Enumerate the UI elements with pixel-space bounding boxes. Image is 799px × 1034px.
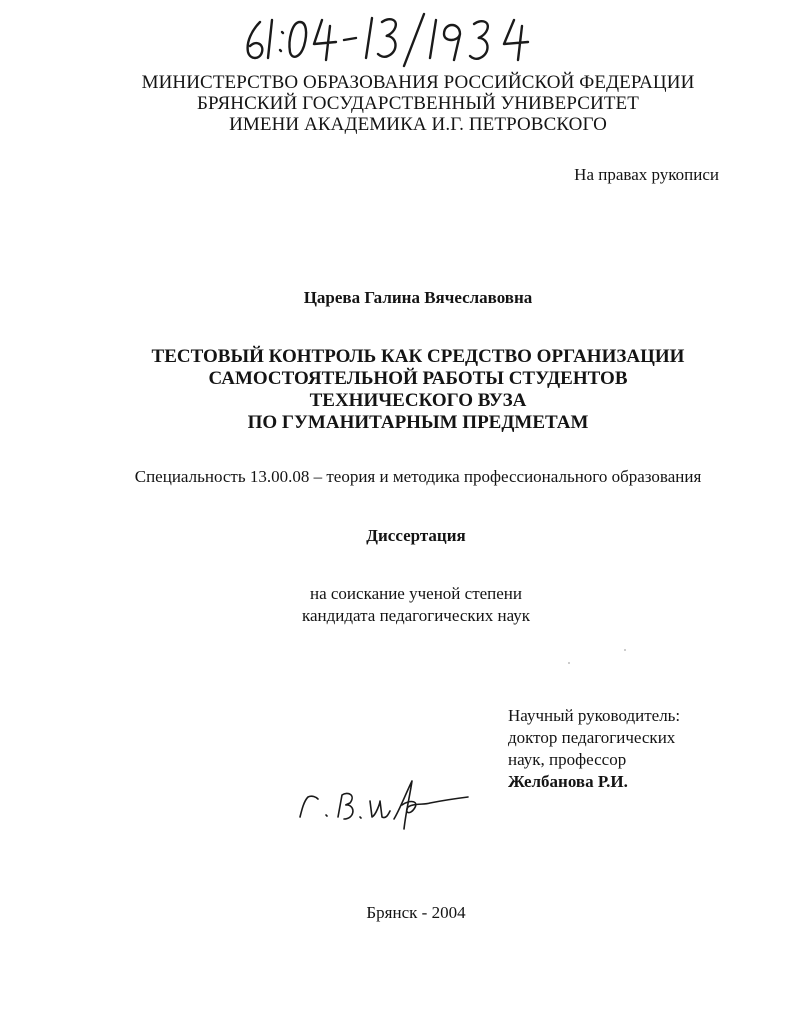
title-line: ТЕСТОВЫЙ КОНТРОЛЬ КАК СРЕДСТВО ОРГАНИЗАЦИИ bbox=[151, 346, 685, 367]
dissertation-title bbox=[0, 346, 799, 434]
handwritten-archive-number bbox=[238, 8, 538, 68]
scan-speck bbox=[568, 662, 570, 664]
specialty-line: Специальность 13.00.08 – теория и методика профессионального образования bbox=[134, 467, 702, 486]
title-line: ПО ГУМАНИТАРНЫМ ПРЕДМЕТАМ bbox=[247, 412, 589, 433]
supervisor-block bbox=[508, 705, 680, 793]
supervisor-name: Желбанова Р.И. bbox=[508, 772, 628, 791]
institution-line-university: БРЯНСКИЙ ГОСУДАРСТВЕННЫЙ УНИВЕРСИТЕТ bbox=[197, 93, 639, 114]
city-year: Брянск - 2004 bbox=[366, 903, 466, 922]
author-signature bbox=[290, 775, 480, 835]
institution-line-ministry: МИНИСТЕРСТВО ОБРАЗОВАНИЯ РОССИЙСКОЙ ФЕДЕРАЦИИ bbox=[141, 72, 695, 93]
institution-header bbox=[0, 72, 799, 135]
manuscript-note: На правах рукописи bbox=[574, 165, 719, 184]
title-line: ТЕХНИЧЕСКОГО ВУЗА bbox=[309, 390, 527, 411]
title-line: САМОСТОЯТЕЛЬНОЙ РАБОТЫ СТУДЕНТОВ bbox=[208, 368, 628, 389]
degree-block bbox=[0, 583, 799, 627]
supervisor-title: доктор педагогических bbox=[508, 728, 676, 747]
work-type: Диссертация bbox=[366, 526, 466, 545]
supervisor-role: Научный руководитель: bbox=[508, 706, 681, 725]
supervisor-title: наук, профессор bbox=[508, 750, 627, 769]
degree-line: кандидата педагогических наук bbox=[301, 606, 531, 625]
institution-line-named-after: ИМЕНИ АКАДЕМИКА И.Г. ПЕТРОВСКОГО bbox=[229, 114, 607, 135]
scan-speck bbox=[624, 649, 626, 651]
author-name: Царева Галина Вячеславовна bbox=[303, 288, 533, 307]
degree-line: на соискание ученой степени bbox=[309, 584, 523, 603]
